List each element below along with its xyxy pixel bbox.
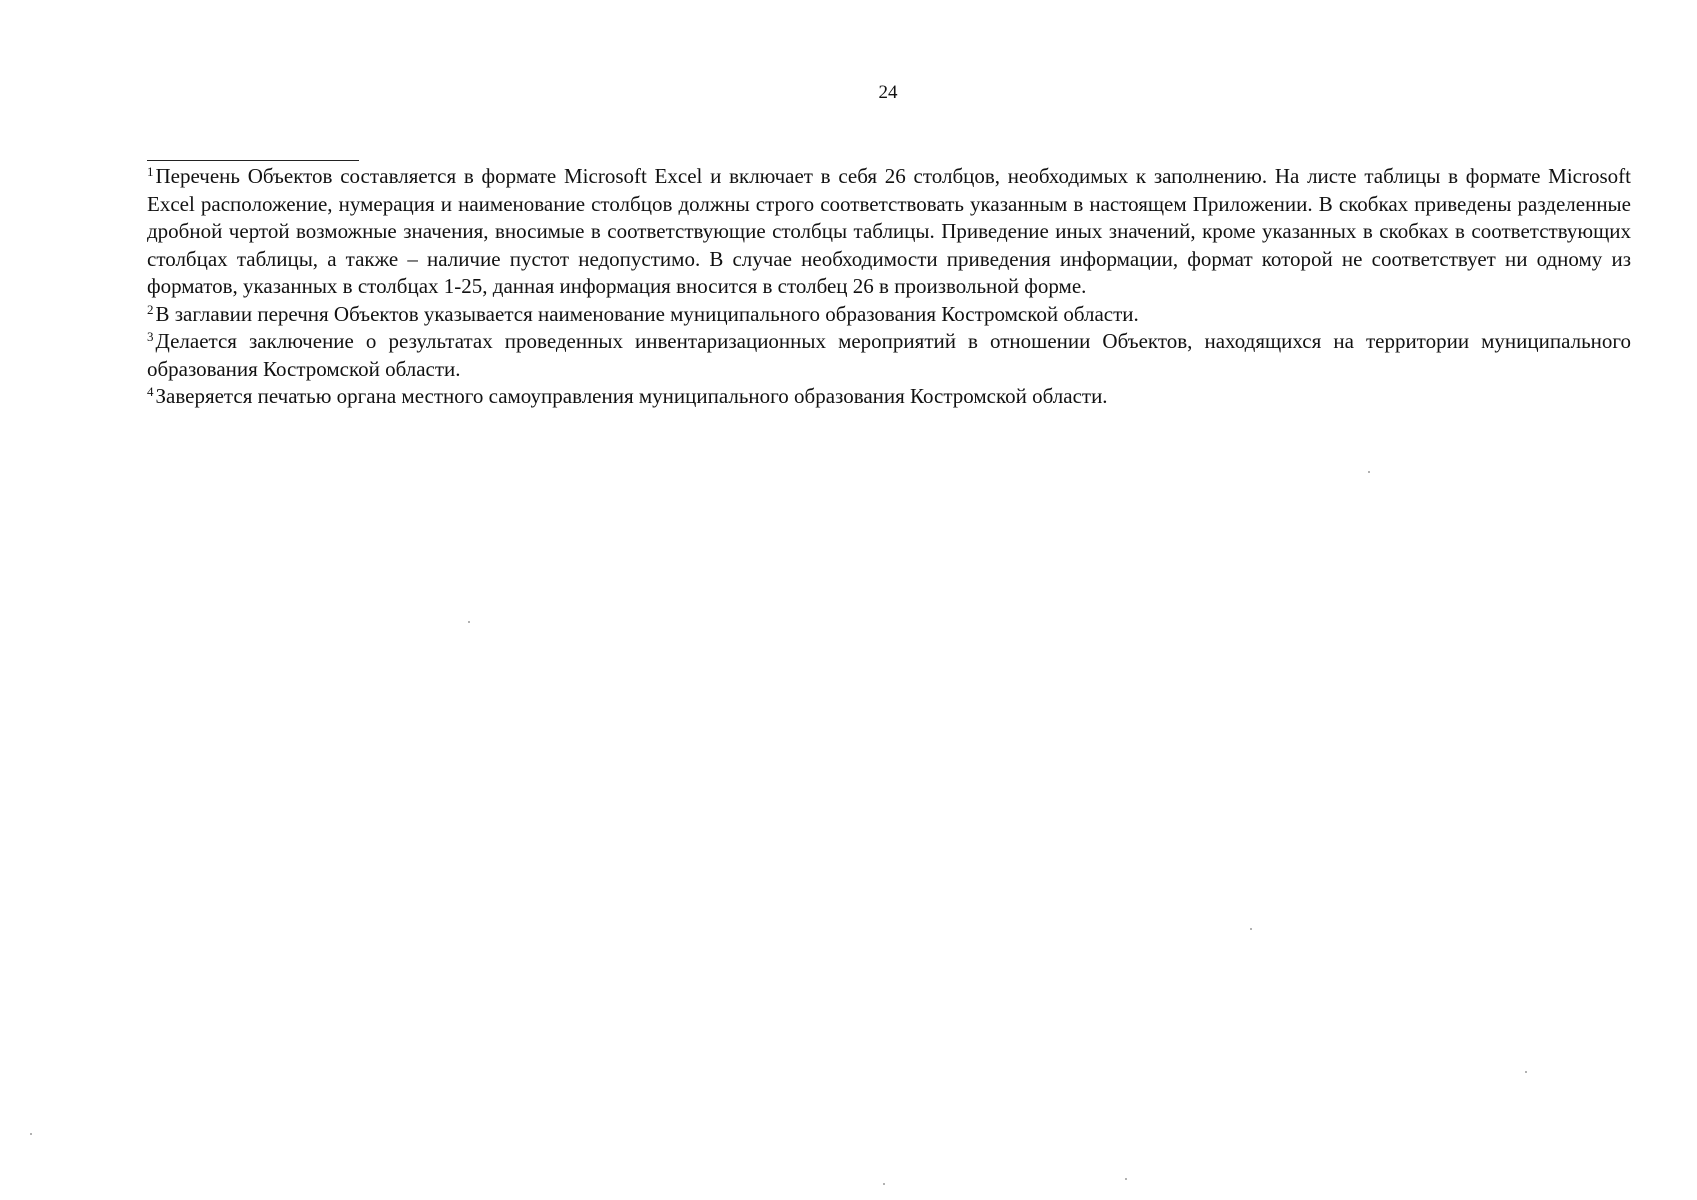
footnote <box>147 301 1631 329</box>
footnote <box>147 163 1631 301</box>
page-number: 24 <box>878 82 898 103</box>
footnote-marker: 4 <box>147 384 154 399</box>
footnote-text: Делается заключение о результатах проведенных инвентаризационных мероприятий в отношении Объектов, находящихся на территории муниципального образования Костромской области. <box>147 329 1631 381</box>
scan-speck <box>468 621 470 623</box>
footnote <box>147 328 1631 383</box>
footnote-text: Заверяется печатью органа местного самоуправления муниципального образования Костромской области. <box>155 384 1108 408</box>
scan-speck <box>883 1183 885 1185</box>
scan-speck <box>1525 1071 1527 1073</box>
footnote-separator <box>147 160 359 161</box>
footnotes-block <box>147 163 1631 411</box>
footnote <box>147 383 1631 411</box>
scan-speck <box>1368 471 1370 473</box>
footnote-marker: 1 <box>147 164 154 179</box>
footnote-marker: 3 <box>147 329 154 344</box>
footnote-marker: 2 <box>147 301 154 317</box>
footnote-text: В заглавии перечня Объектов указывается наименование муниципального образования Костромской области. <box>155 301 1139 326</box>
scan-speck <box>1125 1178 1127 1180</box>
scan-speck <box>1250 928 1252 930</box>
scan-speck <box>30 1133 32 1135</box>
footnote-text: Перечень Объектов составляется в формате Microsoft Excel и включает в себя 26 столбцов, необходимых к заполнению. На листе таблицы в формате Microsoft Excel расположение, нумерация и наименование столбцов должны строго соответствовать указанным в настоящем Приложении. В скобках приведены разделенные дробной чертой возможные значения, вносимые в соответствующие столбцы таблицы. Приведение иных значений, кроме указанных в скобках в соответствующих столбцах таблицы, а также – наличие пустот недопустимо. В случае необходимости приведения информации, формат которой не соответствует ни одному из форматов, указанных в столбцах 1-25, данная информация вносится в столбец 26 в произвольной форме. <box>147 164 1631 298</box>
